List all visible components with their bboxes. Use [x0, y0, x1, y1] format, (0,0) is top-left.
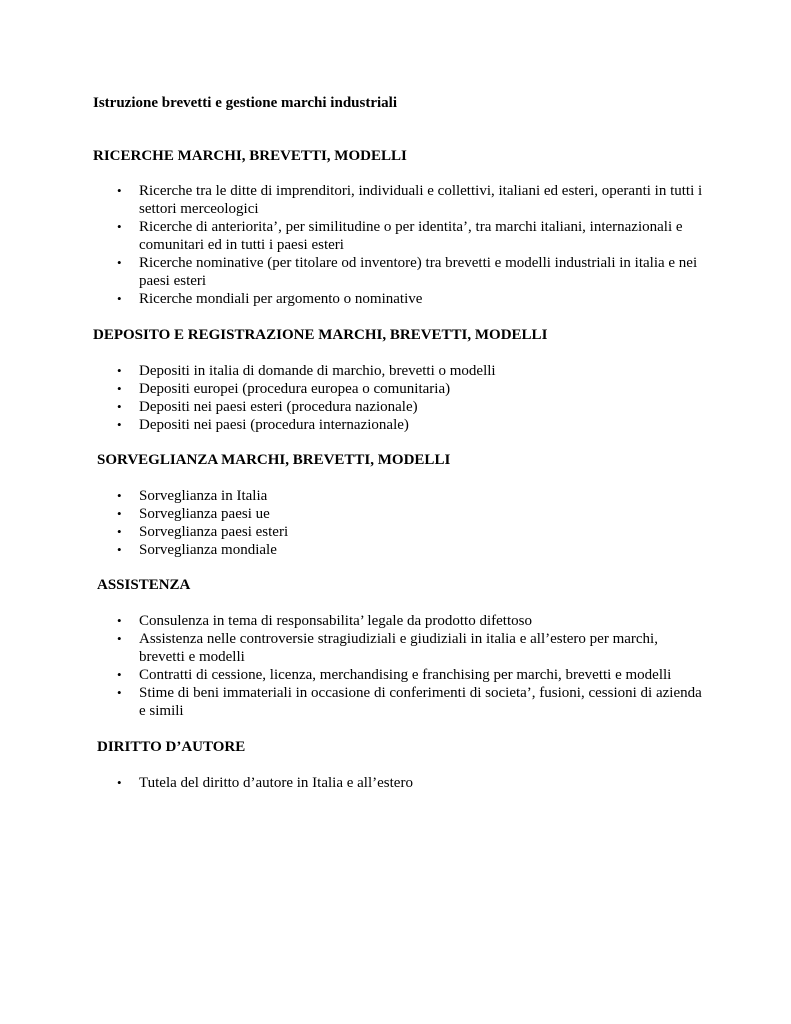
bullet-list — [117, 487, 707, 559]
list-item — [117, 218, 707, 254]
list-item-text: Depositi in italia di domande di marchio, brevetti o modelli — [139, 363, 496, 379]
list-item — [117, 541, 707, 559]
bullet-icon: • — [117, 399, 122, 414]
bullet-icon: • — [117, 219, 122, 234]
document-title: Istruzione brevetti e gestione marchi industriali — [93, 95, 397, 111]
bullet-icon: • — [117, 775, 122, 790]
section-heading: SORVEGLIANZA MARCHI, BREVETTI, MODELLI — [97, 452, 451, 468]
list-item — [117, 666, 707, 684]
list-item — [117, 487, 707, 505]
list-item — [117, 612, 707, 630]
list-item — [117, 630, 707, 666]
section-heading: DIRITTO D’AUTORE — [97, 739, 246, 755]
bullet-list — [117, 774, 707, 792]
list-item — [117, 774, 707, 792]
list-item-text: Sorveglianza mondiale — [139, 542, 277, 558]
list-item-text: Depositi nei paesi (procedura internazionale) — [139, 417, 409, 433]
bullet-icon: • — [117, 381, 122, 396]
list-item-text: Sorveglianza paesi ue — [139, 506, 270, 522]
list-item-text: Contratti di cessione, licenza, merchandising e franchising per marchi, brevetti e modelli — [139, 667, 672, 683]
list-item-text: Ricerche nominative (per titolare od inventore) tra brevetti e modelli industriali in italia e nei paesi esteri — [139, 255, 698, 289]
list-item-text: Sorveglianza paesi esteri — [139, 524, 289, 540]
list-item — [117, 523, 707, 541]
bullet-icon: • — [117, 685, 122, 700]
list-item — [117, 398, 707, 416]
list-item — [117, 254, 707, 290]
list-item-text: Assistenza nelle controversie stragiudiziali e giudiziali in italia e all’estero per marchi, brevetti e modelli — [139, 631, 658, 665]
bullet-icon: • — [117, 613, 122, 628]
list-item-text: Sorveglianza in Italia — [139, 488, 268, 504]
bullet-icon: • — [117, 524, 122, 539]
bullet-icon: • — [117, 667, 122, 682]
list-item-text: Ricerche di anteriorita’, per similitudine o per identita’, tra marchi italiani, internazionali e comunitari ed in tutti i paesi esteri — [139, 219, 683, 253]
bullet-list — [117, 362, 707, 434]
bullet-list — [117, 182, 707, 308]
list-item-text: Stime di beni immateriali in occasione di conferimenti di societa’, fusioni, cessioni di azienda e simili — [139, 685, 702, 719]
list-item — [117, 505, 707, 523]
section-heading: RICERCHE MARCHI, BREVETTI, MODELLI — [93, 148, 407, 164]
section-heading: ASSISTENZA — [97, 577, 191, 593]
bullet-icon: • — [117, 506, 122, 521]
bullet-icon: • — [117, 542, 122, 557]
list-item — [117, 362, 707, 380]
list-item — [117, 182, 707, 218]
bullet-icon: • — [117, 183, 122, 198]
bullet-icon: • — [117, 363, 122, 378]
list-item — [117, 416, 707, 434]
list-item-text: Consulenza in tema di responsabilita’ legale da prodotto difettoso — [139, 613, 532, 629]
list-item-text: Depositi europei (procedura europea o comunitaria) — [139, 381, 451, 397]
list-item — [117, 380, 707, 398]
list-item-text: Depositi nei paesi esteri (procedura nazionale) — [139, 399, 418, 415]
bullet-list — [117, 612, 707, 720]
list-item-text: Ricerche mondiali per argomento o nominative — [139, 291, 423, 307]
bullet-icon: • — [117, 631, 122, 646]
list-item-text: Ricerche tra le ditte di imprenditori, individuali e collettivi, italiani ed esteri, operanti in tutti i settori merceologici — [139, 183, 703, 217]
bullet-icon: • — [117, 255, 122, 270]
bullet-icon: • — [117, 417, 122, 432]
section-heading: DEPOSITO E REGISTRAZIONE MARCHI, BREVETTI, MODELLI — [93, 327, 548, 343]
bullet-icon: • — [117, 488, 122, 503]
list-item-text: Tutela del diritto d’autore in Italia e all’estero — [139, 775, 413, 791]
list-item — [117, 684, 707, 720]
bullet-icon: • — [117, 291, 122, 306]
list-item — [117, 290, 707, 308]
